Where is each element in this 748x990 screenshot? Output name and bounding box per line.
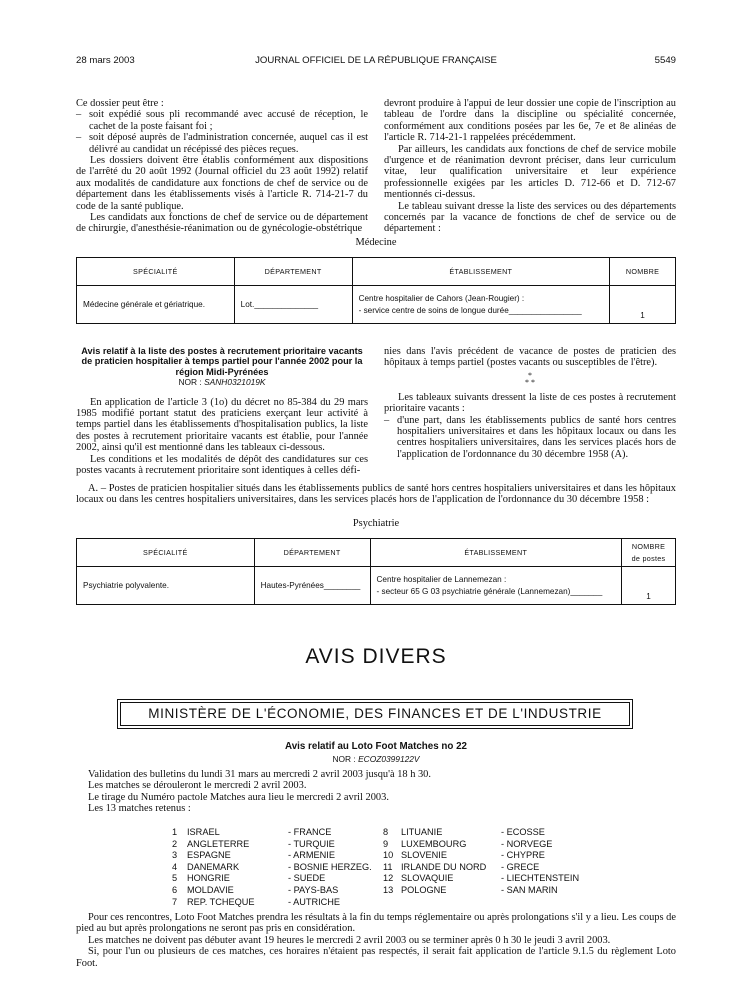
match-away-team: - SAN MARIN: [501, 884, 558, 895]
cell-departement: Hautes-Pyrénées________: [254, 567, 370, 605]
paragraph: Les candidats aux fonctions de chef de service ou de département de chirurgie, d'anesthésie-réanimation ou de gynécologie-obstétrique: [76, 212, 368, 235]
list-item: – d'une part, dans les établissements publics de santé hors centres hospitaliers universitaires et dans les hôpitaux locaux ou dans les centres hospitaliers universitaires, dans les services placés hors de l'application de l'ordonnance du 30 décembre 1958 (A).: [384, 415, 676, 461]
loto-title: Avis relatif au Loto Foot Matches no 22: [285, 741, 467, 752]
match-home-team: ISRAEL: [187, 827, 220, 837]
match-number: 2: [172, 838, 178, 849]
psychiatrie-table: [76, 538, 676, 605]
avis1-right-column: [384, 346, 676, 460]
separator-stars: * * *: [525, 370, 535, 387]
match-home-team: SLOVENIE: [401, 850, 447, 861]
match-number: 9: [383, 838, 389, 849]
match-row: [172, 850, 372, 862]
top-left-column: [76, 98, 368, 235]
match-number: 6: [172, 884, 178, 895]
paragraph: devront produire à l'appui de leur dossier une copie de l'inscription au tableau de l'ordre dans la discipline ou spécialité concernée, conformément aux conditions posées par les 6e, 7e et 8e alinéas de l'article R. 714-21-1 rappelées précédemment.: [384, 98, 676, 144]
list-item: – soit expédié sous pli recommandé avec accusé de réception, le cachet de la poste faisant foi ;: [76, 109, 368, 132]
avis1-title: Avis relatif à la liste des postes à recrutement prioritaire vacants de praticien hospitalier à temps partiel pour l'année 2002 pour la région Midi-Pyrénées: [81, 346, 363, 377]
match-home-team: ANGLETERRE: [187, 838, 250, 849]
match-home-team: LITUANIE: [401, 827, 443, 837]
match-number: 8: [383, 827, 389, 837]
matches-list-right: [383, 827, 583, 897]
table-row: [77, 286, 676, 324]
match-number: 11: [383, 861, 393, 872]
cell-specialite: Psychiatrie polyvalente.: [77, 567, 255, 605]
match-number: 1: [172, 827, 178, 837]
match-number: 10: [383, 850, 394, 861]
column-header: DÉPARTEMENT: [234, 258, 352, 286]
match-away-team: - FRANCE: [288, 827, 332, 837]
match-number: 5: [172, 873, 178, 884]
match-away-team: - LIECHTENSTEIN: [501, 873, 580, 884]
avis1-section-a: A. – Postes de praticien hospitalier situés dans les établissements publics de santé hors centres hospitaliers universitaires et dans les hôpitaux locaux ou dans les centres hospitaliers universitaires, dans les services placés hors de l'application de l'ordonnance du 30 décembre 1958 :: [76, 483, 676, 506]
match-home-team: REP. TCHEQUE: [187, 896, 255, 907]
paragraph: Le tableau suivant dresse la liste des services ou des départements concernés par la vacance de fonctions de chef de service ou de département :: [384, 200, 676, 235]
match-home-team: POLOGNE: [401, 884, 447, 895]
header-title: JOURNAL OFFICIEL DE LA RÉPUBLIQUE FRANÇAISE: [255, 55, 497, 66]
match-row: [383, 862, 583, 874]
column-header: ÉTABLISSEMENT: [352, 258, 610, 286]
match-row: [383, 839, 583, 851]
match-number: 3: [172, 850, 178, 861]
cell-nombre: 1: [610, 286, 676, 324]
loto-intro: Validation des bulletins du lundi 31 mars au mercredi 2 avril 2003 jusqu'à 18 h 30. Les matches se dérouleront le mercredi 2 avril 2003. Le tirage du Numéro pactole Matches aura lieu le mercredi 2 avril 2003. Les 13 matches retenus :: [88, 769, 431, 815]
match-row: [172, 873, 372, 885]
match-number: 12: [383, 873, 394, 884]
paragraph: En application de l'article 3 (1o) du décret no 85-384 du 29 mars 1985 modifié portant statut des praticiens exerçant leur activité à temps partiel dans les établissements d'hospitalisation publics, la liste des postes à recrutement prioritaire vacants est établie, pour l'année 2002, ainsi qu'il est mentionné dans les tableaux ci-dessous.: [76, 396, 368, 454]
top-right-column: [384, 98, 676, 235]
loto-nor: NOR : ECOZ0399122V: [332, 754, 420, 764]
match-home-team: ESPAGNE: [187, 850, 231, 861]
match-home-team: DANEMARK: [187, 861, 240, 872]
match-home-team: HONGRIE: [187, 873, 230, 884]
match-away-team: - TURQUIE: [288, 838, 335, 849]
cell-etablissement: Centre hospitalier de Lannemezan : - secteur 65 G 03 psychiatrie générale (Lannemezan)_______: [370, 567, 622, 605]
column-header: ÉTABLISSEMENT: [370, 539, 622, 567]
header-page-number: 5549: [654, 55, 676, 66]
match-away-team: - AUTRICHE: [288, 896, 341, 907]
match-row: [383, 827, 583, 839]
match-away-team: - SUEDE: [288, 873, 326, 884]
match-home-team: MOLDAVIE: [187, 884, 234, 895]
cell-specialite: Médecine générale et gériatrique.: [77, 286, 235, 324]
cell-nombre: 1: [622, 567, 676, 605]
match-row: [172, 862, 372, 874]
paragraph: nies dans l'avis précédent de vacance de postes de praticien des hôpitaux à temps partiel (postes vacants ou susceptibles de l'être).: [384, 346, 676, 369]
medecine-table: [76, 257, 676, 324]
match-row: [172, 839, 372, 851]
ministry-box: [120, 702, 630, 726]
column-header: SPÉCIALITÉ: [77, 258, 235, 286]
match-away-team: - PAYS-BAS: [288, 884, 339, 895]
page-header: [76, 55, 676, 67]
avis1-left-column: [76, 346, 368, 476]
table-header-row: [77, 539, 676, 567]
paragraph: Ce dossier peut être :: [76, 98, 164, 109]
paragraph: Les dossiers doivent être établis conformément aux dispositions de l'arrêté du 20 août 1992 (Journal officiel du 23 août 1992) relatif aux modalités de candidature aux fonctions de chef de service ou de département dans les établissements visés à l'article R. 714-21-7 du code de la santé publique.: [76, 155, 368, 212]
match-row: [172, 827, 372, 839]
match-away-team: - GRECE: [501, 861, 540, 872]
match-away-team: - NORVEGE: [501, 838, 553, 849]
list-item: – soit déposé auprès de l'administration concernée, auquel cas il est délivré au candidat un récépissé des pièces reçues.: [76, 132, 368, 155]
column-header: DÉPARTEMENT: [254, 539, 370, 567]
match-row: [172, 897, 372, 909]
cell-etablissement: Centre hospitalier de Cahors (Jean-Rougier) : - service centre de soins de longue durée________________: [352, 286, 610, 324]
matches-list-left: [172, 827, 372, 908]
paragraph: Les tableaux suivants dressent la liste de ces postes à recrutement prioritaire vacants :: [384, 391, 676, 415]
match-row: [383, 873, 583, 885]
match-away-team: - BOSNIE HERZEG.: [288, 861, 372, 872]
loto-rules: Pour ces rencontres, Loto Foot Matches prendra les résultats à la fin du temps réglementaire ou après prolongations s'il y a lieu. Les coups de pied au but après prolongations ne seront pas pris en considération. Les matches ne doivent pas débuter avant 19 heures le mercredi 2 avril 2003 ou se terminer après 0 h 30 le jeudi 3 avril 2003. Si, pour l'un ou plusieurs de ces matches, ces horaires n'étaient pas respectés, il serait fait application de l'article 9.1.5 du règlement Loto Foot.: [76, 912, 676, 969]
header-date: 28 mars 2003: [76, 55, 135, 66]
paragraph: Par ailleurs, les candidats aux fonctions de chef de service mobile d'urgence et de réanimation devront préciser, dans leur curriculum vitae, leur qualification universitaire et leur expérience professionnelle exigées par les articles D. 712-66 et D. 712-67 mentionnés ci-dessus.: [384, 143, 676, 201]
paragraph: Les conditions et les modalités de dépôt des candidatures sur ces postes vacants à recrutement prioritaire sont identiques à celles défi-: [76, 453, 368, 477]
avis1-nor: NOR : SANH0321019K: [178, 377, 266, 388]
match-row: [383, 885, 583, 897]
table-caption: Médecine: [355, 237, 397, 248]
match-home-team: LUXEMBOURG: [401, 838, 467, 849]
cell-departement: Lot.______________: [234, 286, 352, 324]
match-away-team: - ARMENIE: [288, 850, 335, 861]
table-row: [77, 567, 676, 605]
match-home-team: SLOVAQUIE: [401, 873, 454, 884]
column-header: SPÉCIALITÉ: [77, 539, 255, 567]
match-row: [383, 850, 583, 862]
match-home-team: IRLANDE DU NORD: [401, 861, 487, 872]
match-away-team: - ECOSSE: [501, 827, 545, 837]
match-away-team: - CHYPRE: [501, 850, 545, 861]
column-header: NOMBRE: [610, 258, 676, 286]
ministry-title: MINISTÈRE DE L'ÉCONOMIE, DES FINANCES ET DE L'INDUSTRIE: [148, 706, 602, 721]
match-row: [172, 885, 372, 897]
match-number: 4: [172, 861, 178, 872]
match-number: 13: [383, 884, 394, 895]
section-heading-avis-divers: AVIS DIVERS: [305, 645, 447, 668]
table-caption: Psychiatrie: [352, 518, 400, 529]
table-header-row: [77, 258, 676, 286]
column-header: NOMBRE de postes: [622, 539, 676, 567]
match-number: 7: [172, 896, 178, 907]
